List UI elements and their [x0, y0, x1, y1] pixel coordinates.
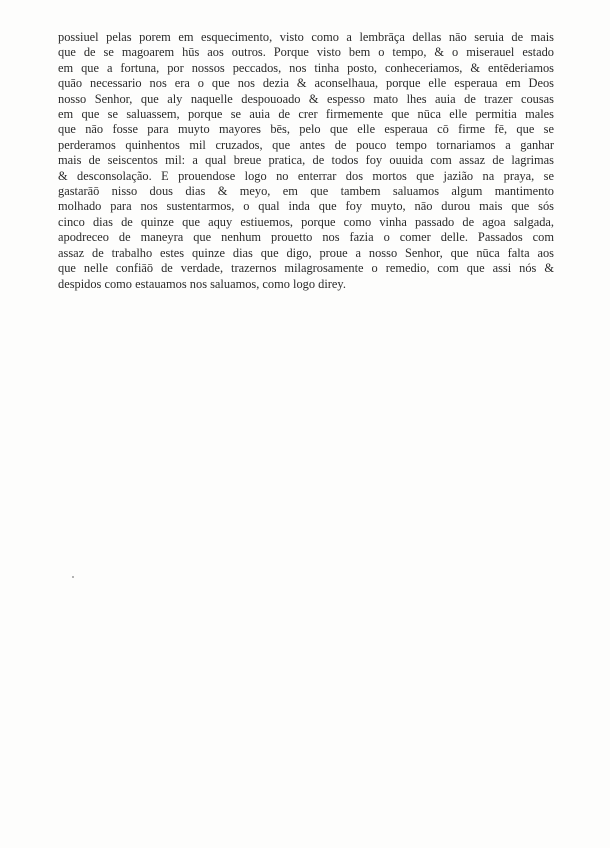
text-line-10: & desconsolação. E prouendose logo no enterrar dos mortos que jazião na praya, se	[58, 168, 554, 183]
text-line-2: que de se magoarem hūs aos outros. Porque visto bem o tempo, & o miserauel estado	[58, 45, 554, 60]
text-line-4: quāo necessario nos era o que nos dezia & aconselhaua, porque elle esperaua em Deos	[58, 76, 554, 91]
text-line-15: assaz de trabalho estes quinze dias que digo, proue a nosso Senhor, que nūca falta aos	[58, 245, 554, 260]
text-line-6: em que se saluassem, porque se auia de crer firmemente que nūca elle permitia males	[58, 107, 554, 122]
text-line-1: possiuel pelas porem em esquecimento, visto como a lembrāça dellas nāo seruia de mais	[58, 30, 554, 44]
text-line-11: gastarāō nisso dous dias & meyo, em que tambem saluamos algum mantimento	[58, 184, 554, 199]
text-line-13: cinco dias de quinze que aquy estiuemos, porque como vinha passado de agoa salgada,	[58, 214, 554, 229]
body-text	[58, 30, 554, 292]
text-line-9: mais de seiscentos mil: a qual breue pratica, de todos foy ouuida com assaz de lagrimas	[58, 153, 554, 168]
text-line-8: perderamos quinhentos mil cruzados, que antes de pouco tempo tornariamos a ganhar	[58, 137, 554, 152]
text-line-7: que nāo fosse para muyto mayores bēs, pelo que elle esperaua cō firme fē, que se	[58, 122, 554, 137]
scan-speck	[72, 576, 74, 578]
text-line-5: nosso Senhor, que aly naquelle despouoado & espesso mato lhes auia de trazer cousas	[58, 91, 554, 106]
text-line-3: em que a fortuna, por nossos peccados, nos tinha posto, conheceriamos, & entēderiamos	[58, 60, 554, 75]
text-line-12: molhado para nos sustentarmos, o qual inda que foy muyto, nāo durou mais que sós	[58, 199, 554, 214]
text-line-14: apodreceo de maneyra que nenhum prouetto nos fazia o comer delle. Passados com	[58, 230, 554, 245]
text-line-17: despidos como estauamos nos saluamos, como logo direy.	[58, 276, 346, 291]
text-line-16: que nelle confiāō de verdade, trazernos milagrosamente o remedio, com que assi nós &	[58, 261, 554, 276]
